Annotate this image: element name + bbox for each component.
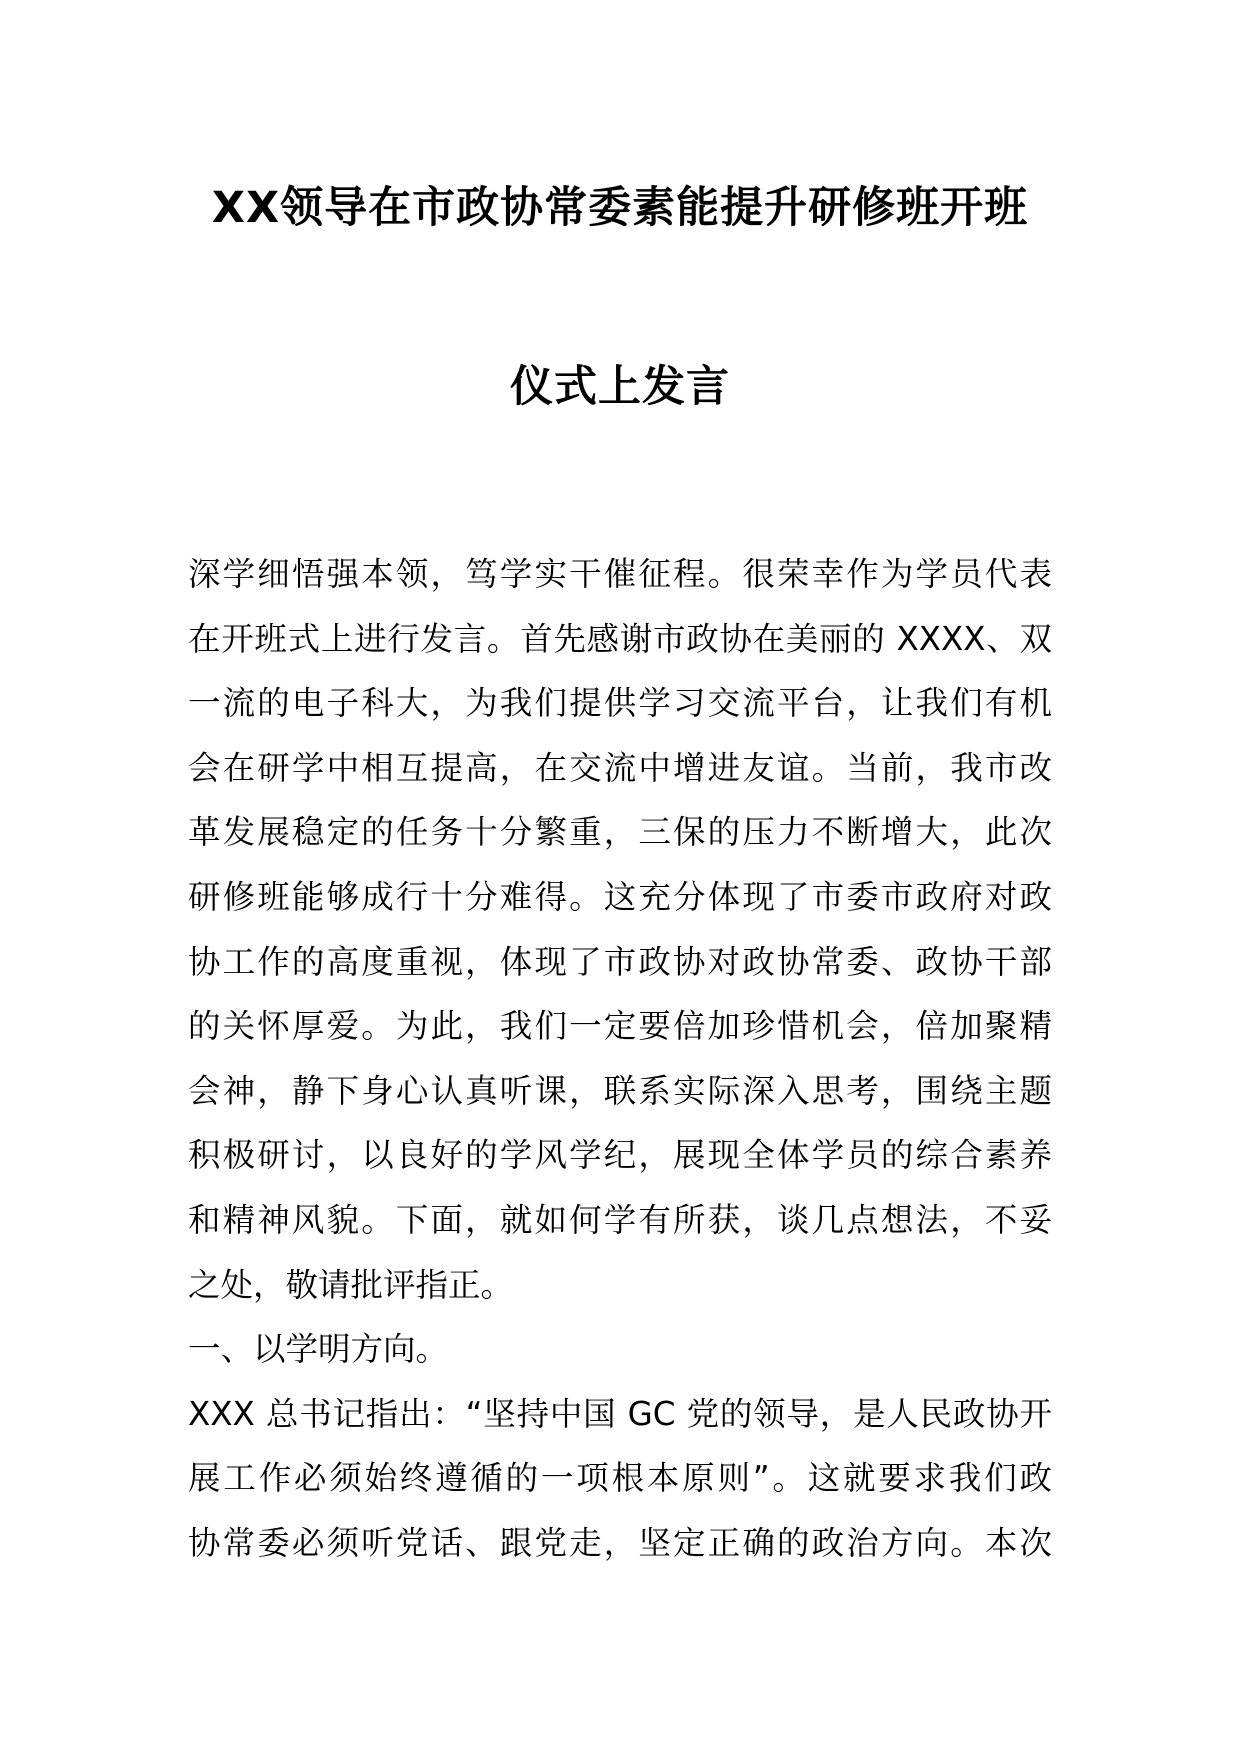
body-line: 之处，敬请批评指正。 xyxy=(188,1265,514,1304)
body-line: 会神，静下身心认真听课，联系实际深入思考，围绕主题 xyxy=(188,1071,1052,1110)
section-heading: 一、以学明方向。 xyxy=(188,1330,449,1369)
body-line: 展工作必须始终遵循的一项根本原则”。这就要求我们政 xyxy=(188,1459,1052,1498)
body-line: 深学细悟强本领，笃学实干催征程。很荣幸作为学员代表 xyxy=(188,555,1052,593)
title-line-2: 仪式上发言 xyxy=(510,362,730,412)
body-line: 革发展稳定的任务十分繁重，三保的压力不断增大，此次 xyxy=(188,813,1052,852)
body-line: 研修班能够成行十分难得。这充分体现了市委市政府对政 xyxy=(188,877,1052,916)
title-line-1: XX领导在市政协常委素能提升研修班开班 xyxy=(211,183,1029,233)
body-line: 在开班式上进行发言。首先感谢市政协在美丽的 XXXX、双 xyxy=(188,619,1052,658)
body-line: 的关怀厚爱。为此，我们一定要倍加珍惜机会，倍加聚精 xyxy=(188,1007,1052,1046)
body-line: 协工作的高度重视，体现了市政协对政协常委、政协干部 xyxy=(188,942,1052,981)
body-line: 和精神风貌。下面，就如何学有所获，谈几点想法，不妥 xyxy=(188,1200,1052,1239)
body-line: 一流的电子科大，为我们提供学习交流平台，让我们有机 xyxy=(188,684,1052,723)
body-line: XXX 总书记指出：“坚持中国 GC 党的领导，是人民政协开 xyxy=(188,1394,1052,1433)
body-line: 会在研学中相互提高，在交流中增进友谊。当前，我市改 xyxy=(188,748,1052,787)
body-text xyxy=(188,542,1052,1576)
body-line: 协常委必须听党话、跟党走，坚定正确的政治方向。本次 xyxy=(188,1523,1052,1562)
body-line: 积极研讨，以良好的学风学纪，展现全体学员的综合素养 xyxy=(188,1136,1052,1175)
